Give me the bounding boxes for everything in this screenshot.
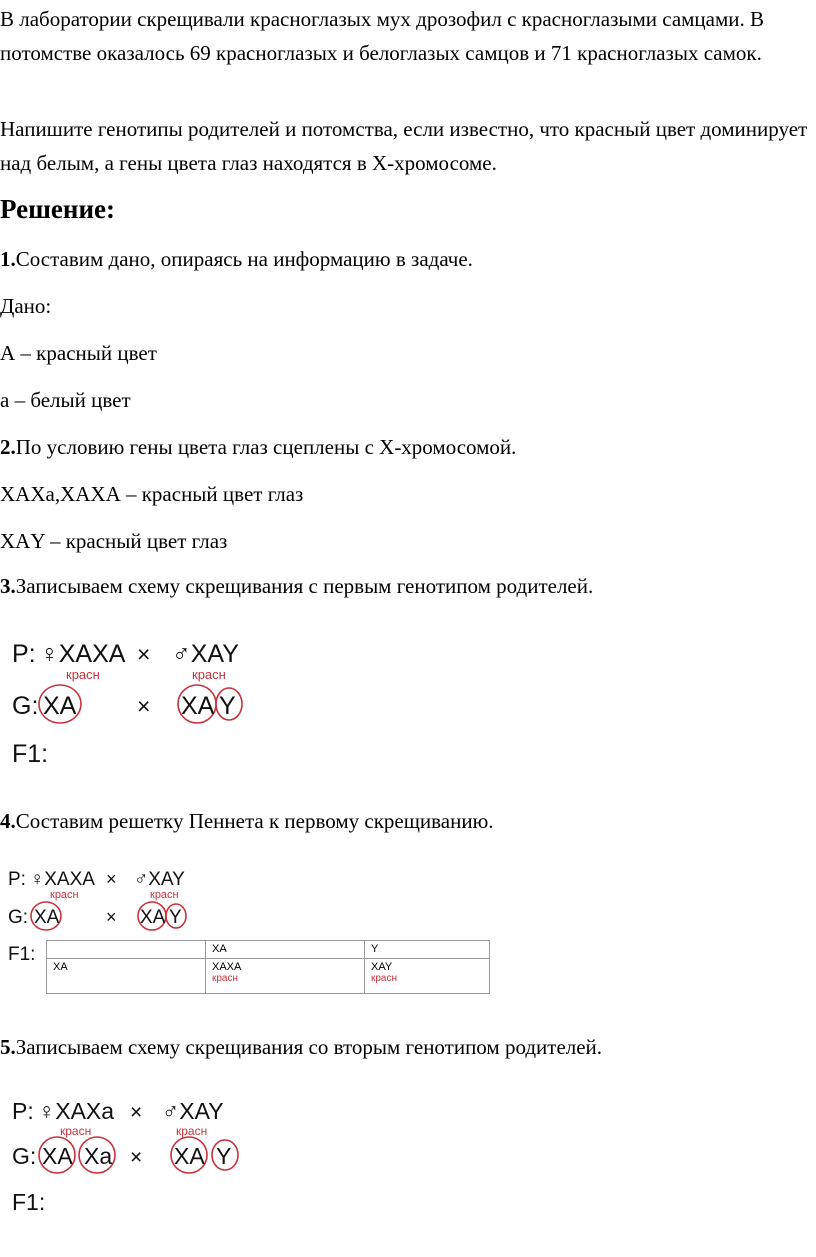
cross-sign: ×	[106, 869, 117, 889]
step-1-text: Составим дано, опираясь на информацию в задаче.	[15, 247, 473, 271]
given-label: Дано:	[0, 294, 52, 318]
g-label: G:	[8, 907, 29, 928]
cross-sign: ×	[130, 1101, 143, 1124]
male-genotype: ♂XAY	[134, 869, 185, 890]
step-3	[0, 569, 816, 603]
cell-phenotype: красн	[212, 973, 239, 984]
punnett-header-xa: XA	[206, 941, 365, 959]
genotype-female: ХАХа,ХАХА – красный цвет глаз	[0, 482, 304, 506]
gamete-male-y: Y	[219, 692, 236, 720]
step-5-text: Записываем схему скрещивания со вторым генотипом родителей.	[15, 1035, 603, 1059]
g-label: G:	[12, 1143, 37, 1169]
step-4-text: Составим решетку Пеннета к первому скрещиванию.	[15, 809, 494, 833]
step-4	[0, 804, 816, 838]
female-phenotype-note: красн	[66, 667, 100, 682]
genotype-male: ХАY – красный цвет глаз	[0, 529, 228, 553]
step-1-number: 1.	[0, 247, 16, 271]
f1-label: F1:	[12, 740, 49, 768]
step-3-text: Записываем схему скрещивания с первым генотипом родителей.	[15, 574, 594, 598]
gamete-male-x: XA	[174, 1143, 205, 1169]
female-phenotype-note: красн	[60, 1124, 92, 1138]
step-1	[0, 242, 816, 276]
cross-sign: ×	[137, 641, 151, 667]
gamete-male-x: XA	[140, 907, 166, 928]
cross-sign: ×	[130, 1146, 143, 1169]
table-row	[47, 941, 490, 959]
male-genotype: ♂XAY	[162, 1098, 224, 1124]
f1-label: F1:	[12, 1189, 46, 1215]
punnett-grid	[46, 940, 490, 994]
male-phenotype-note: красн	[176, 1124, 208, 1138]
p-label: P:	[8, 869, 26, 890]
p-label: P:	[12, 640, 36, 668]
gamete-male-x: XA	[181, 692, 215, 720]
gamete-female: XA	[34, 907, 60, 928]
female-genotype: ♀XAXA	[30, 869, 95, 890]
cell-phenotype: красн	[371, 973, 398, 984]
cross-sign: ×	[137, 693, 151, 719]
punnett-header-y: Y	[365, 941, 490, 959]
female-genotype: ♀XAXA	[40, 640, 126, 668]
step-4-number: 4.	[0, 809, 16, 833]
step-5	[0, 1030, 816, 1064]
allele-recessive: а – белый цвет	[0, 388, 131, 412]
step-3-number: 3.	[0, 574, 16, 598]
f1-label: F1:	[8, 944, 36, 965]
punnett-row-header-xa: XA	[47, 959, 206, 994]
gamete-male-y: Y	[216, 1143, 232, 1169]
cross-scheme-1	[0, 630, 280, 780]
g-label: G:	[12, 692, 39, 720]
intro-paragraph-1: В лаборатории скрещивали красноглазых мух дрозофил с красноглазыми самцами. В потомстве оказалось 69 красноглазых и белоглазых самцов и 71 красноглазых самок.	[0, 7, 765, 65]
punnett-corner	[47, 941, 206, 959]
gamete-male-y: Y	[169, 907, 182, 928]
intro-paragraph-2: Напишите генотипы родителей и потомства, если известно, что красный цвет доминирует над белым, а гены цвета глаз находятся в Х-хромосоме.	[0, 117, 808, 175]
cell-genotype: XAXA	[212, 961, 242, 973]
male-phenotype-note: красн	[150, 889, 179, 901]
gamete-female: XA	[43, 692, 77, 720]
cross-sign: ×	[106, 907, 117, 927]
solution-title: Решение:	[0, 194, 115, 224]
step-2	[0, 430, 816, 464]
step-2-number: 2.	[0, 435, 16, 459]
cross-scheme-3	[0, 1090, 280, 1240]
p-label: P:	[12, 1098, 34, 1124]
table-row	[47, 959, 490, 994]
step-2-text: По условию гены цвета глаз сцеплены с Х-хромосомой.	[15, 435, 517, 459]
female-genotype: ♀XAXa	[38, 1098, 115, 1124]
punnett-cell-xaxa	[206, 959, 365, 994]
punnett-cell-xay	[365, 959, 490, 994]
male-phenotype-note: красн	[192, 667, 226, 682]
cell-genotype: XAY	[371, 961, 393, 973]
gamete-female-2: Xa	[84, 1143, 113, 1169]
male-genotype: ♂XAY	[172, 640, 239, 668]
step-5-number: 5.	[0, 1035, 16, 1059]
gamete-female-1: XA	[42, 1143, 73, 1169]
allele-dominant: А – красный цвет	[0, 341, 157, 365]
female-phenotype-note: красн	[50, 889, 79, 901]
